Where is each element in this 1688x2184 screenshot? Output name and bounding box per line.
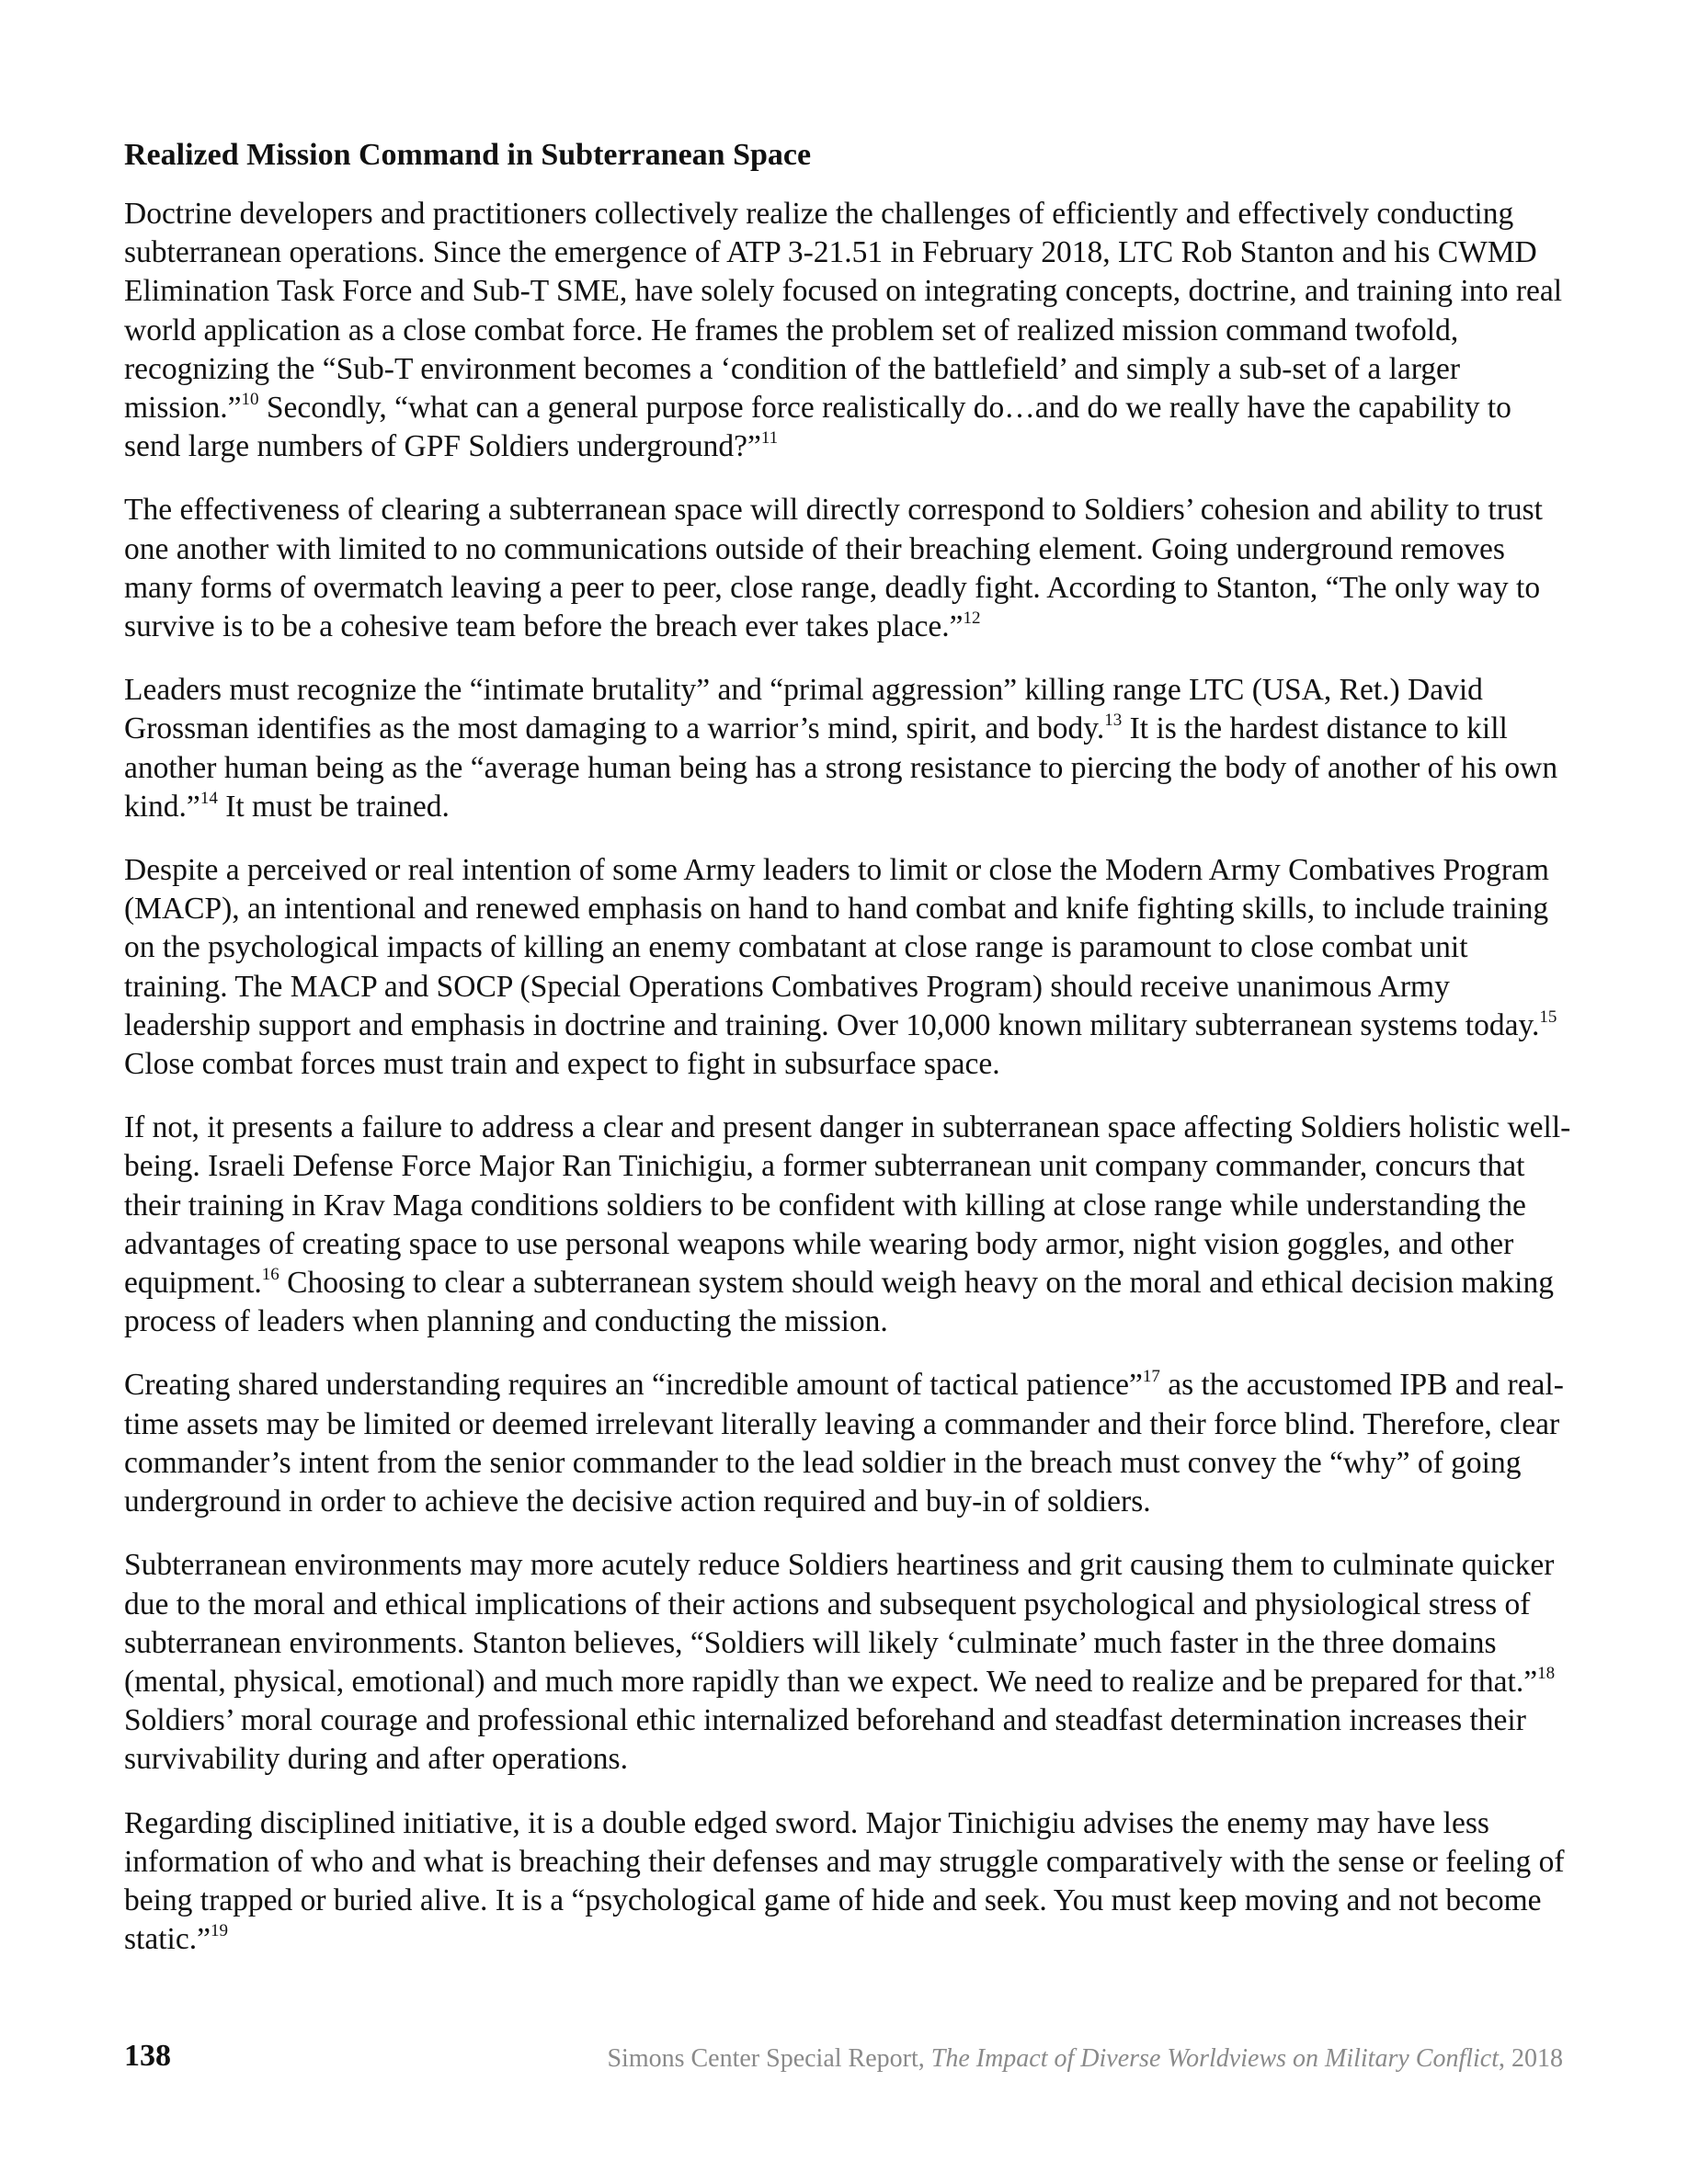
paragraph-text: Choosing to clear a subterranean system should weigh heavy on the moral and ethical decision making process of leaders when planning and conducting the mission. [124,1266,1554,1339]
paragraph-text: as the accustomed IPB and real-time assets may be limited or deemed irrelevant literally leaving a commander and their force blind. Therefore, clear commander’s intent from the senior commander to the lead soldier in the breach must convey the “why” of going underground in order to achieve the decisive action required and buy-in of soldiers. [124,1368,1564,1519]
footnote-ref[interactable]: 15 [1539,1007,1557,1027]
paragraph-text: Leaders must recognize the “intimate brutality” and “primal aggression” killing range LTC (USA, Ret.) David Grossman identifies as the most damaging to a warrior’s mind, spirit, and body. [124,673,1483,746]
footnote-ref[interactable]: 13 [1104,711,1123,731]
paragraph-text: Regarding disciplined initiative, it is a double edged sword. Major Tinichigiu advises the enemy may have less information of who and what is breaching their defenses and may struggle comparatively with the sense or feeling of being trapped or buried alive. It is a “psychological game of hide and seek. You must keep moving and not become static.” [124,1805,1565,1957]
paragraph-text: The effectiveness of clearing a subterranean space will directly correspond to Soldiers’ cohesion and ability to trust one another with limited to no communications outside of their breaching element. Going underground removes many forms of overmatch leaving a peer to peer, close range, deadly fight. According to Stanton, “The only way to survive is to be a cohesive team before the breach ever takes place.” [124,493,1543,644]
paragraph [124,1366,1572,1521]
paragraph-text: Close combat forces must train and expect to fight in subsurface space. [124,1047,1000,1082]
paragraph-text: Subterranean environments may more acutely reduce Soldiers heartiness and grit causing them to culminate quicker due to the moral and ethical implications of their actions and subsequent psychological and physiological stress of subterranean environments. Stanton believes, “Soldiers will likely ‘culminate’ much faster in the three domains (mental, physical, emotional) and much more rapidly than we expect. We need to realize and be prepared for that.” [124,1548,1555,1699]
footnote-ref[interactable]: 18 [1537,1663,1556,1683]
footnote-ref[interactable]: 10 [241,389,259,409]
footnote-ref[interactable]: 17 [1142,1367,1160,1387]
footer-citation-prefix: Simons Center Special Report, [607,2044,931,2073]
footnote-ref[interactable]: 12 [963,608,981,628]
paragraph [124,1109,1572,1341]
paragraph-text: It is the hardest distance to kill another human being as the “average human being has a strong resistance to piercing the body of another of his own kind.” [124,711,1558,824]
footer-citation-title: The Impact of Diverse Worldviews on Military Conflict [930,2044,1499,2073]
paragraph [124,671,1572,826]
paragraph [124,851,1572,1084]
paragraph-text: Despite a perceived or real intention of some Army leaders to limit or close the Modern Army Combatives Program (MACP), an intentional and renewed emphasis on hand to hand combat and knife fighting skills, to include training on the psychological impacts of killing an enemy combatant at close range is paramount to close combat unit training. The MACP and SOCP (Special Operations Combatives Program) should receive unanimous Army leadership support and emphasis in doctrine and training. Over 10,000 known military subterranean systems today. [124,853,1549,1042]
page-number: 138 [124,2039,171,2073]
footnote-ref[interactable]: 19 [210,1920,228,1940]
paragraph-text: It must be trained. [217,789,450,824]
paragraph [124,491,1572,646]
footer-citation-suffix: , 2018 [1499,2044,1563,2073]
paragraph [124,1804,1572,1960]
paragraph [124,1546,1572,1779]
section-heading: Realized Mission Command in Subterranean Space [124,138,812,172]
paragraph-text: Secondly, “what can a general purpose force realistically do…and do we really have the capability to send large numbers of GPF Soldiers underground?” [124,391,1511,464]
footnote-ref[interactable]: 14 [200,788,218,808]
running-footer [607,2041,1563,2077]
article-body [124,136,1572,1984]
footnote-ref[interactable]: 16 [261,1264,279,1284]
paragraph-text: Soldiers’ moral courage and professional ethic internalized beforehand and steadfast determination increases their survivability during and after operations. [124,1703,1526,1777]
paragraph-text: Doctrine developers and practitioners collectively realize the challenges of efficiently and effectively conducting subterranean operations. Since the emergence of ATP 3-21.51 in February 2018, LTC Rob Stanton and his CWMD Elimination Task Force and Sub-T SME, have solely focused on integrating concepts, doctrine, and training into real world application as a close combat force. He frames the problem set of realized mission command twofold, recognizing the “Sub-T environment becomes a ‘condition of the battlefield’ and simply a sub-set of a larger mission.” [124,197,1563,426]
footnote-ref[interactable]: 11 [760,428,779,449]
paragraph [124,195,1572,466]
paragraph-text: If not, it presents a failure to address a clear and present danger in subterranean space affecting Soldiers holistic well-being. Israeli Defense Force Major Ran Tinichigiu, a former subterranean unit company commander, concurs that their training in Krav Maga conditions soldiers to be confident with killing at close range while understanding the advantages of creating space to use personal weapons while wearing body armor, night vision goggles, and other equipment. [124,1110,1571,1301]
paragraph-text: Creating shared understanding requires an “incredible amount of tactical patience” [124,1368,1143,1403]
